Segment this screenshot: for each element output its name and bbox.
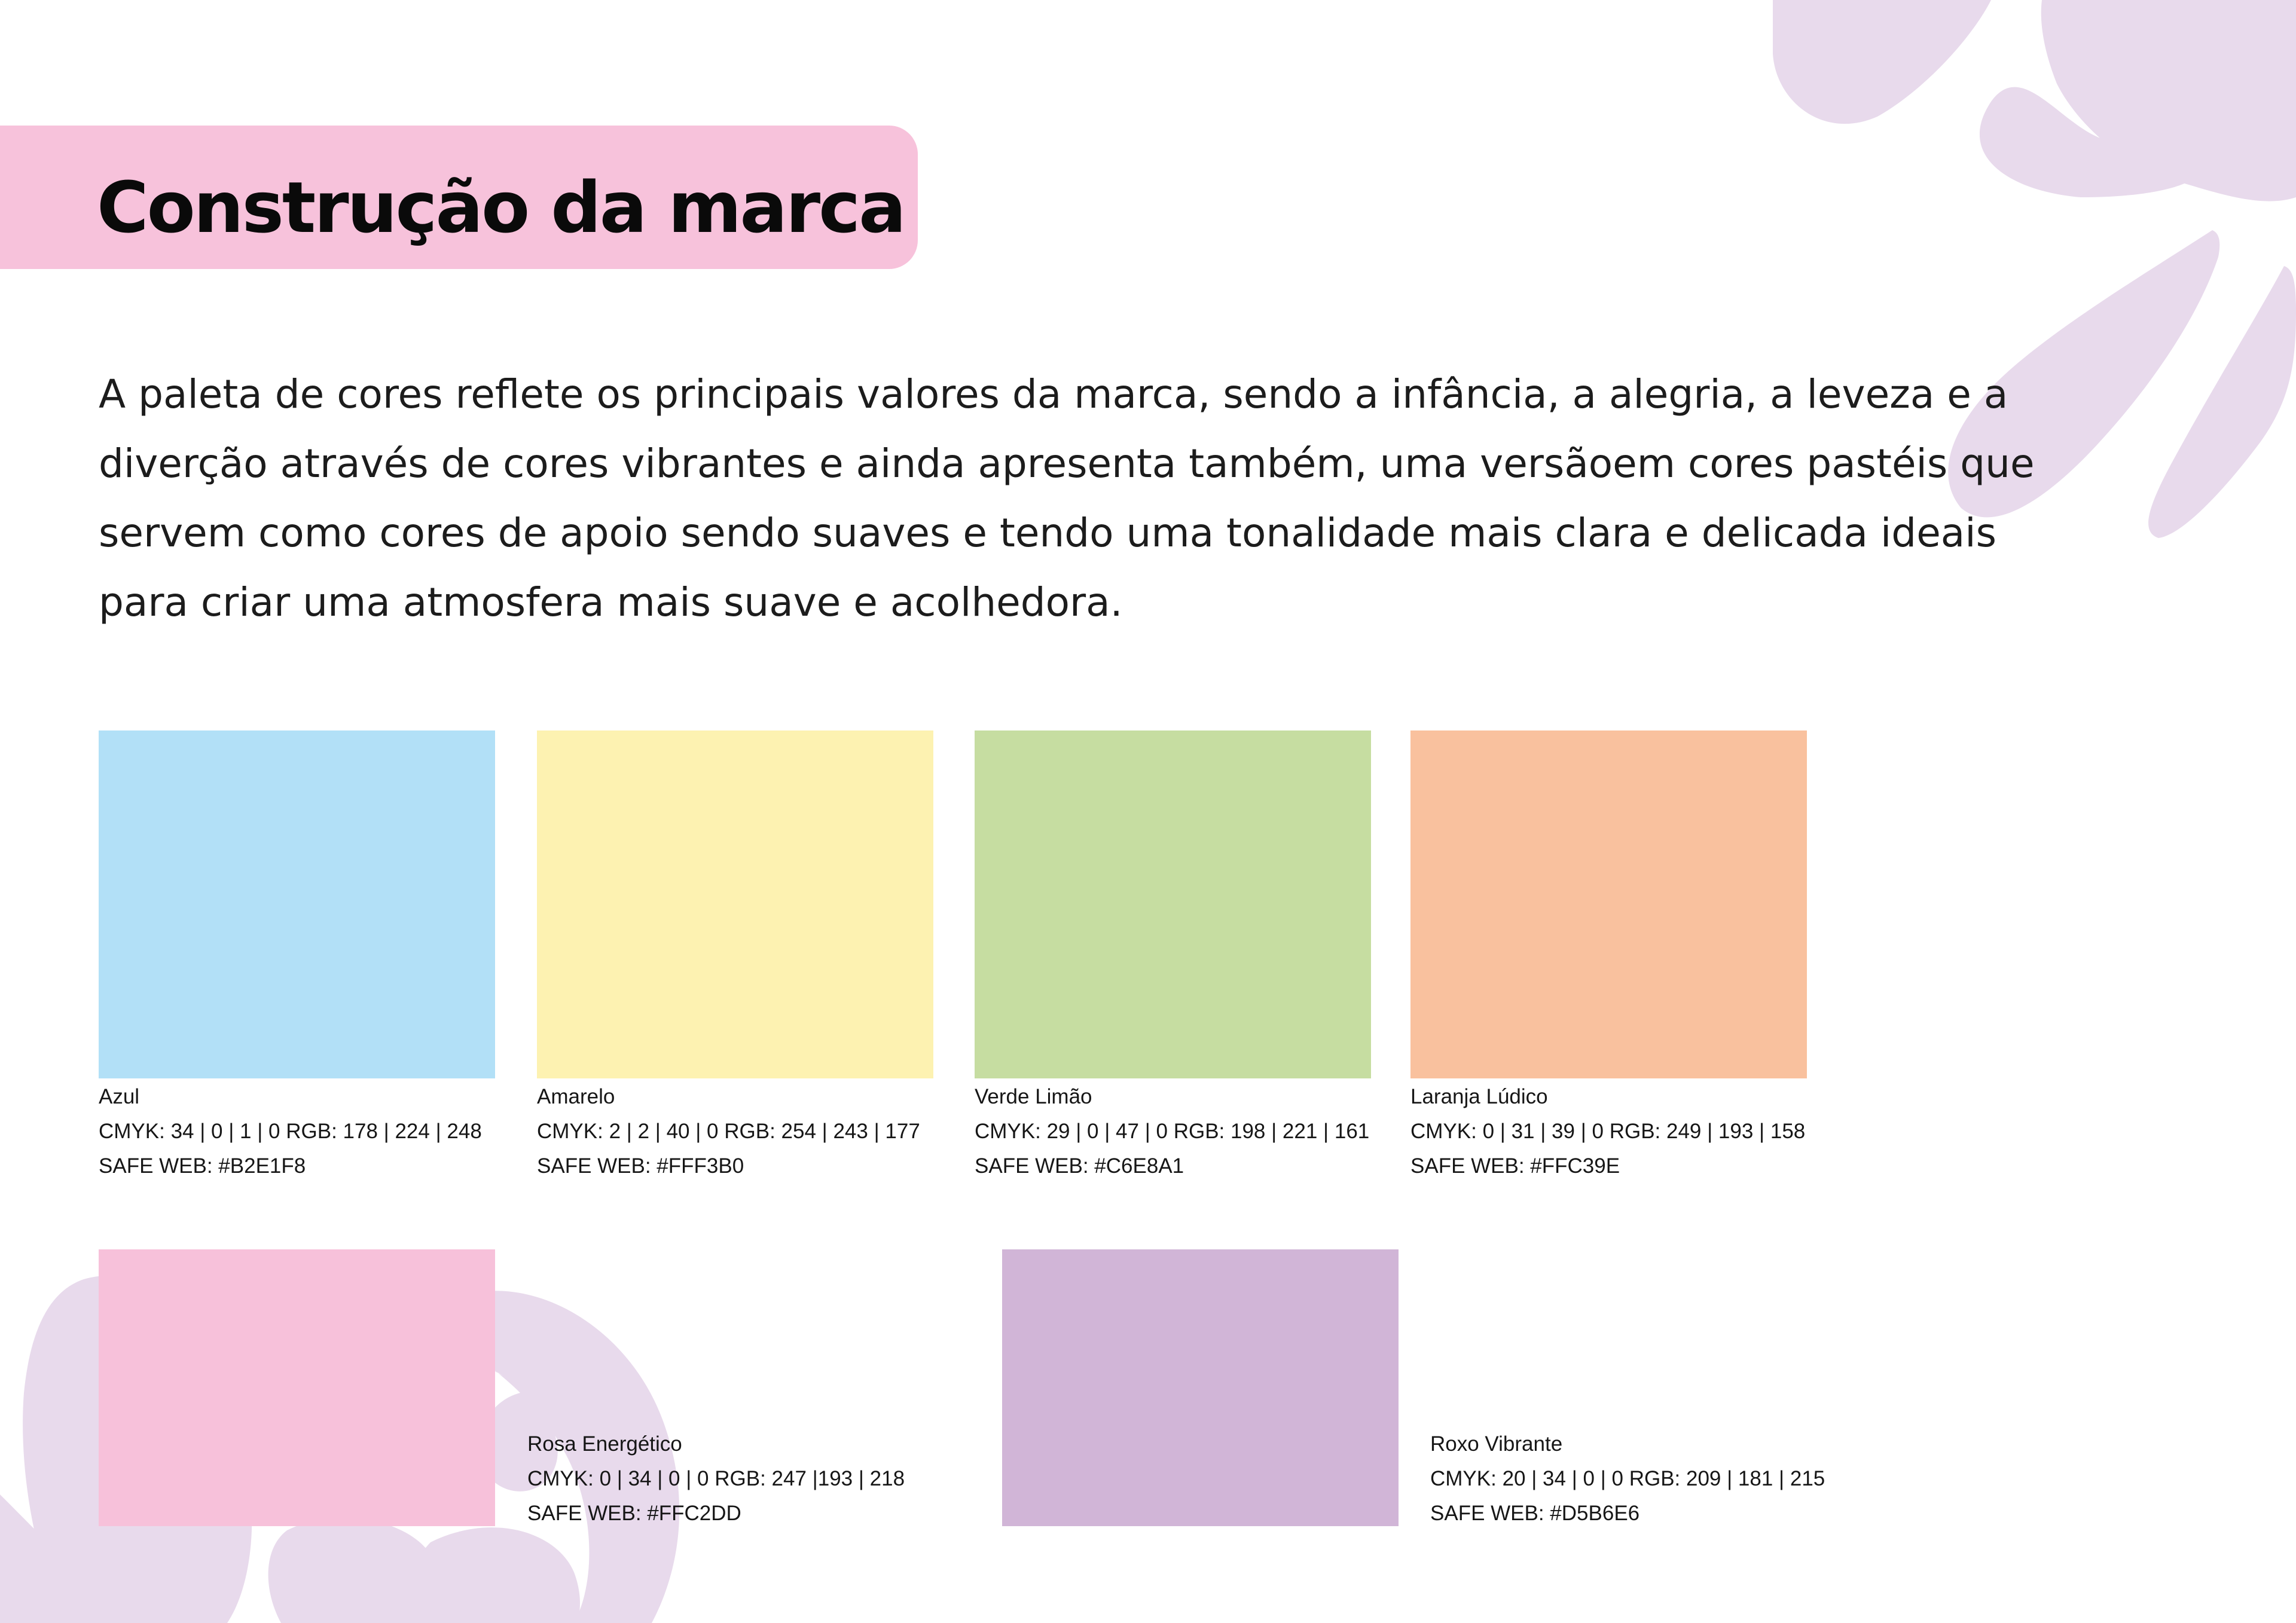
swatch-amarelo xyxy=(537,730,933,1078)
swatch-roxo-vibrante xyxy=(1002,1249,1399,1526)
color-specs: CMYK: 0 | 34 | 0 | 0 RGB: 247 |193 | 218 xyxy=(527,1467,905,1490)
color-web: SAFE WEB: #FFF3B0 xyxy=(537,1154,744,1178)
page-title: Construção da marca xyxy=(97,166,905,249)
color-name: Amarelo xyxy=(537,1085,615,1108)
color-name: Roxo Vibrante xyxy=(1430,1432,1563,1456)
swatch-azul xyxy=(99,730,495,1078)
swatch-laranja-ludico xyxy=(1410,730,1807,1078)
color-name: Rosa Energético xyxy=(527,1432,682,1456)
color-web: SAFE WEB: #FFC2DD xyxy=(527,1502,741,1525)
caption-rosa-energetico xyxy=(527,1427,905,1531)
color-web: SAFE WEB: #C6E8A1 xyxy=(975,1154,1184,1178)
caption-verde-limao xyxy=(975,1080,1369,1184)
swatch-rosa-energetico xyxy=(99,1249,495,1526)
color-name: Verde Limão xyxy=(975,1085,1092,1108)
caption-roxo-vibrante xyxy=(1430,1427,1825,1531)
caption-laranja-ludico xyxy=(1410,1080,1805,1184)
color-name: Azul xyxy=(99,1085,140,1108)
color-specs: CMYK: 29 | 0 | 47 | 0 RGB: 198 | 221 | 161 xyxy=(975,1120,1370,1143)
petal-top-left-blob xyxy=(1773,0,1991,124)
color-specs: CMYK: 2 | 2 | 40 | 0 RGB: 254 | 243 | 177 xyxy=(537,1120,920,1143)
swatch-verde-limao xyxy=(975,730,1371,1078)
color-web: SAFE WEB: #FFC39E xyxy=(1410,1154,1620,1178)
color-specs: CMYK: 0 | 31 | 39 | 0 RGB: 249 | 193 | 158 xyxy=(1410,1120,1806,1143)
bottom-center-blob-b xyxy=(410,1527,580,1623)
intro-paragraph: A paleta de cores reflete os principais valores da marca, sendo a infância, a alegria, a leveza e a diverção através de cores vibrantes e ainda apresenta também, uma versãoem cores pastéis que servem como cores de apoio sendo suaves e tendo uma tonalidade mais clara e delicada ideais para criar uma atmosfera mais suave e acolhedora. xyxy=(99,371,2035,625)
caption-azul xyxy=(99,1080,482,1184)
color-web: SAFE WEB: #D5B6E6 xyxy=(1430,1502,1640,1525)
color-specs: CMYK: 34 | 0 | 1 | 0 RGB: 178 | 224 | 248 xyxy=(99,1120,482,1143)
color-specs: CMYK: 20 | 34 | 0 | 0 RGB: 209 | 181 | 215 xyxy=(1430,1467,1825,1490)
caption-amarelo xyxy=(537,1080,920,1184)
color-web: SAFE WEB: #B2E1F8 xyxy=(99,1154,306,1178)
color-name: Laranja Lúdico xyxy=(1410,1085,1548,1108)
